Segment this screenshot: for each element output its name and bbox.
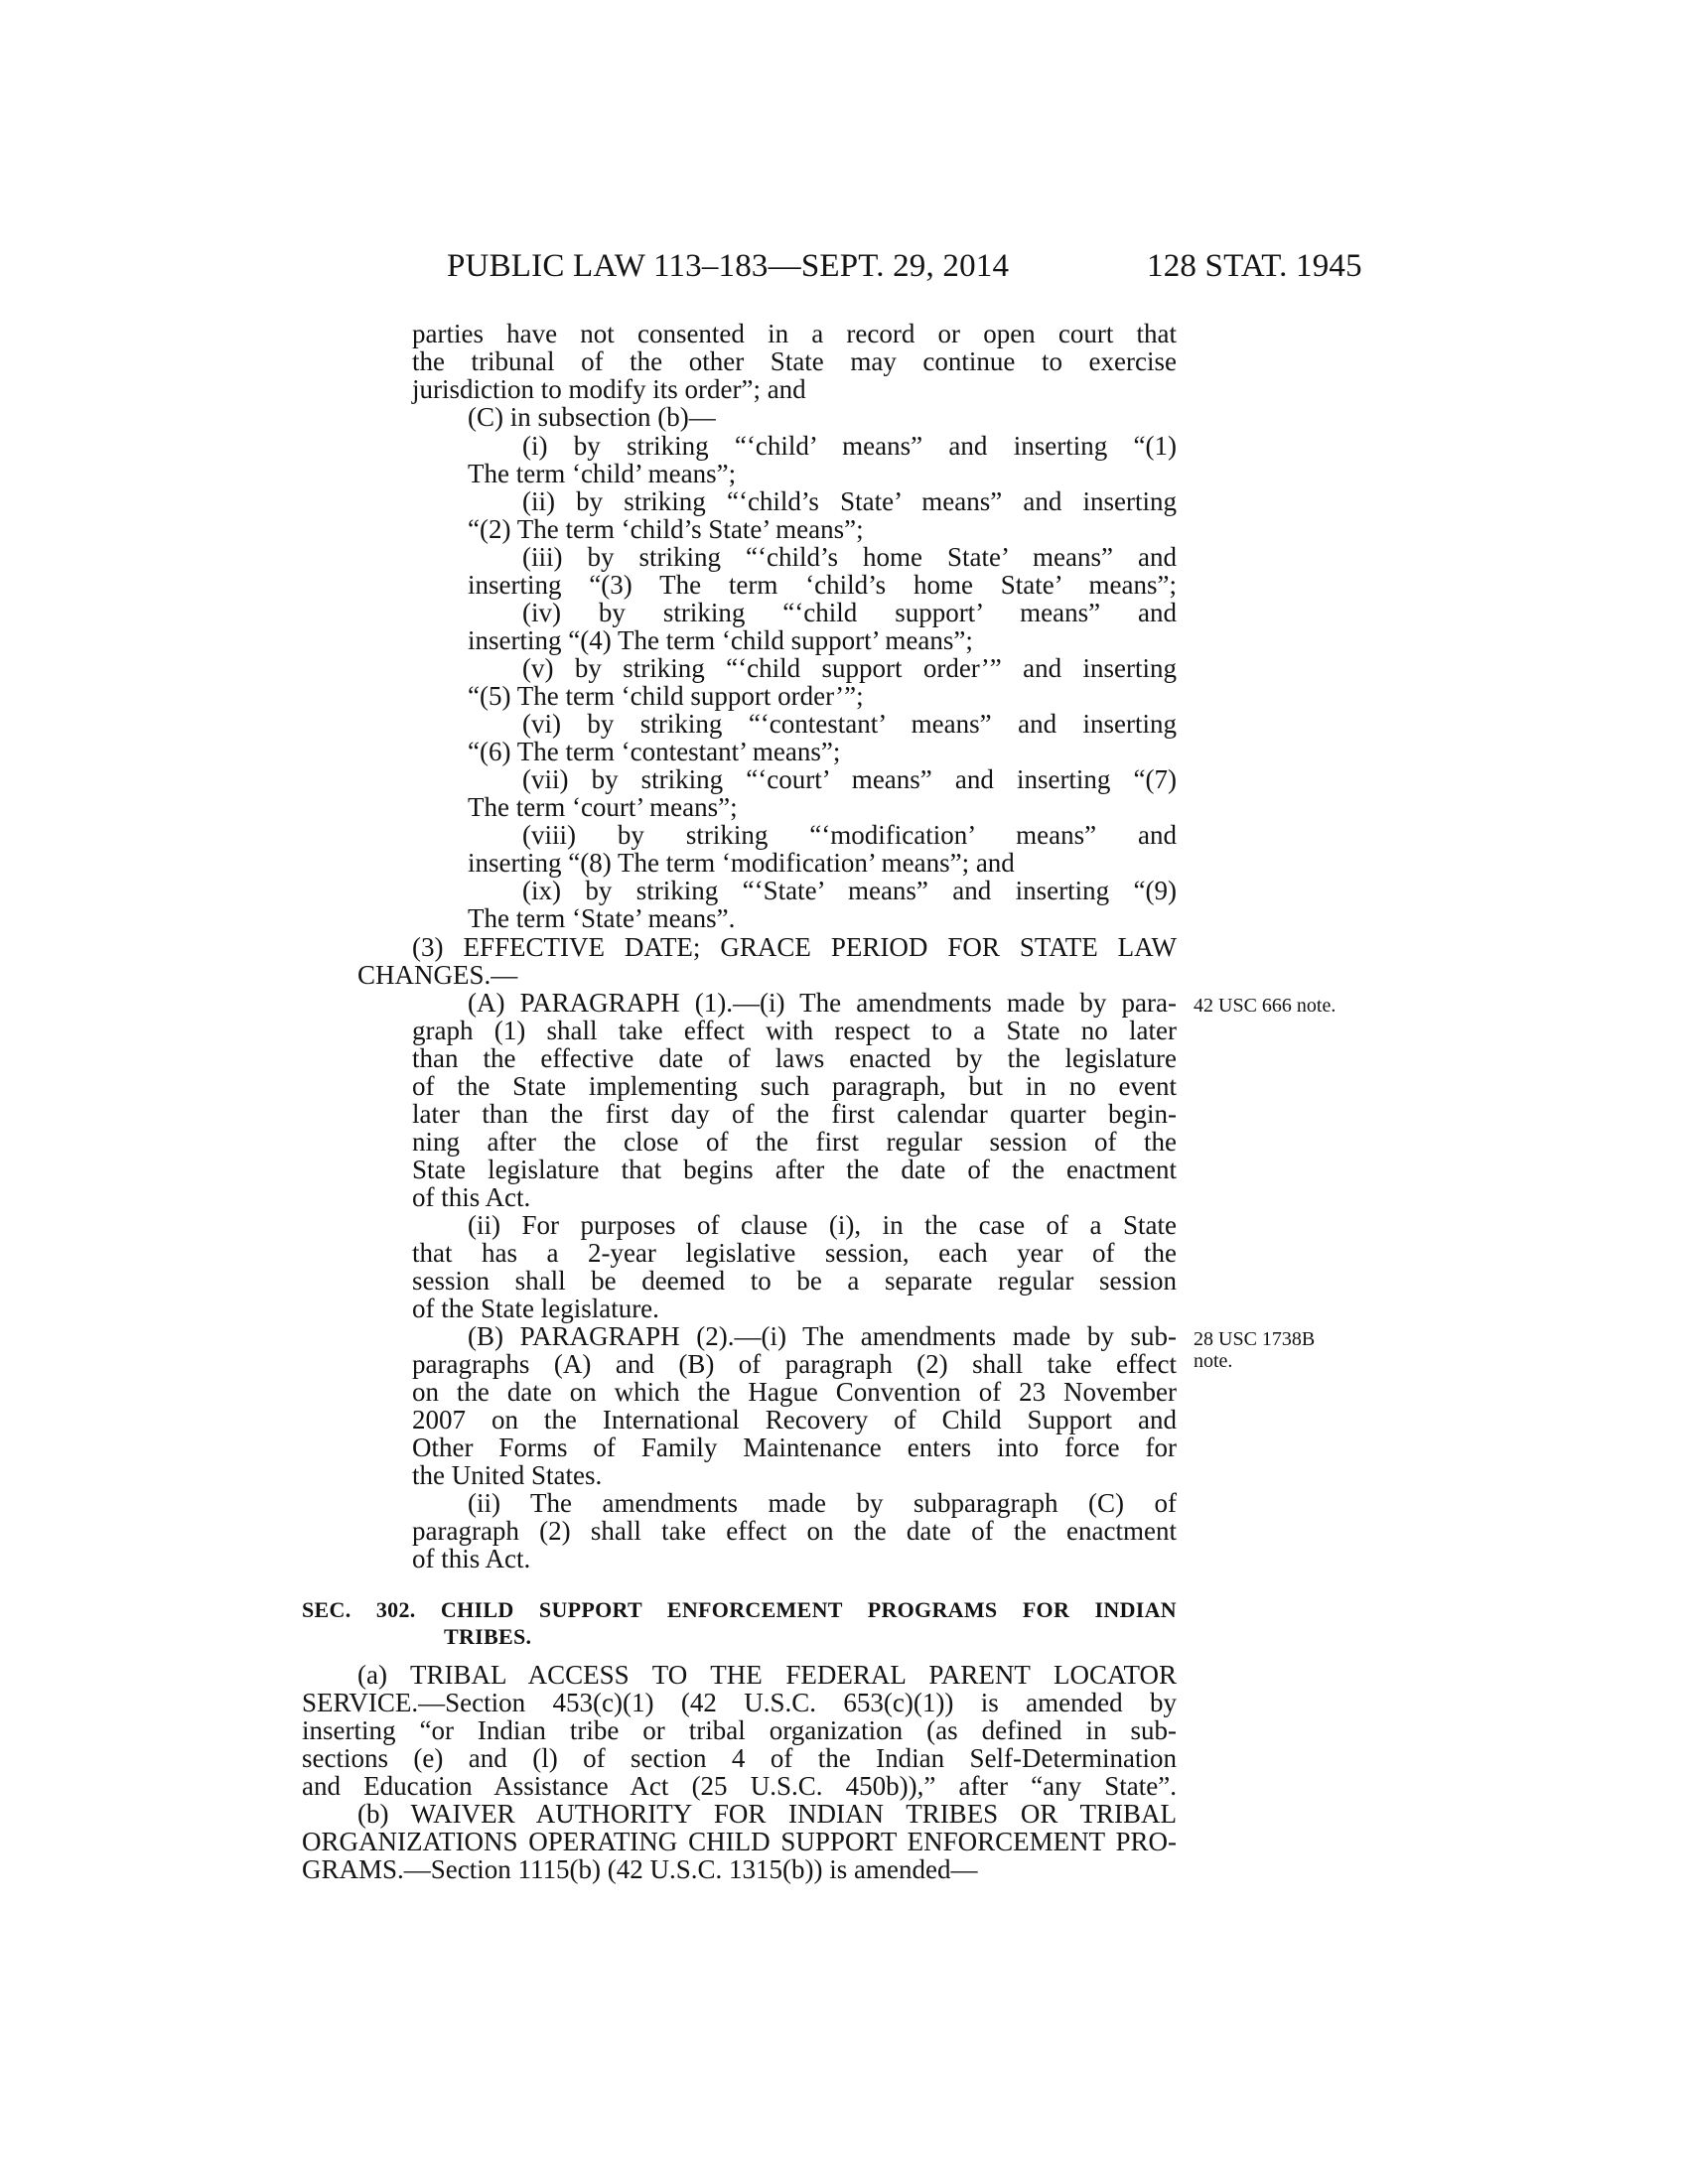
text-line: “(2) The term ‘child’s State’ means”; xyxy=(468,514,864,544)
text-line: (a) TRIBAL ACCESS TO THE FEDERAL PARENT LOCATOR xyxy=(357,1660,1177,1690)
text-line: than the effective date of laws enacted by the legislature xyxy=(412,1043,1177,1073)
text-line: jurisdiction to modify its order”; and xyxy=(412,374,806,404)
margin-note: note. xyxy=(1194,1350,1233,1372)
text-line: “(6) The term ‘contestant’ means”; xyxy=(468,737,841,766)
text-line: CHANGES.— xyxy=(357,960,518,990)
text-line: inserting “or Indian tribe or tribal organization (as defined in sub- xyxy=(302,1715,1177,1745)
text-line: GRAMS.—Section 1115(b) (42 U.S.C. 1315(b)) is amended— xyxy=(302,1854,978,1884)
text-line: sections (e) and (l) of section 4 of the Indian Self-Determination xyxy=(302,1743,1177,1773)
text-line: (vi) by striking “‘contestant’ means” and inserting xyxy=(522,709,1177,739)
text-line: inserting “(4) The term ‘child support’ means”; xyxy=(468,625,973,655)
margin-note: 28 USC 1738B xyxy=(1194,1328,1316,1350)
text-line: paragraph (2) shall take effect on the date of the enactment xyxy=(412,1516,1177,1546)
text-line: (A) PARAGRAPH (1).—(i) The amendments made by para- xyxy=(468,988,1177,1018)
text-line: (B) PARAGRAPH (2).—(i) The amendments made by sub- xyxy=(468,1321,1177,1351)
text-line: that has a 2-year legislative session, each year of the xyxy=(412,1238,1177,1268)
page-number: 128 STAT. 1945 xyxy=(1147,248,1362,284)
text-line: paragraphs (A) and (B) of paragraph (2) shall take effect xyxy=(412,1349,1177,1379)
text-line: SERVICE.—Section 453(c)(1) (42 U.S.C. 653(c)(1)) is amended by xyxy=(302,1688,1177,1717)
text-line: (v) by striking “‘child support order’” and inserting xyxy=(522,653,1177,683)
text-line: of the State implementing such paragraph, but in no event xyxy=(412,1071,1177,1101)
section-heading: SEC. 302. CHILD SUPPORT ENFORCEMENT PROGRAMS FOR INDIAN xyxy=(302,1597,1177,1622)
text-line: (b) WAIVER AUTHORITY FOR INDIAN TRIBES OR TRIBAL xyxy=(357,1799,1177,1829)
text-line: of the State legislature. xyxy=(412,1294,659,1323)
text-line: of this Act. xyxy=(412,1182,531,1212)
text-line: (iii) by striking “‘child’s home State’ means” and xyxy=(522,542,1177,572)
text-line: (ii) The amendments made by subparagraph (C) of xyxy=(468,1488,1177,1518)
text-line: the tribunal of the other State may continue to exercise xyxy=(412,346,1177,376)
text-line: on the date on which the Hague Convention of 23 November xyxy=(412,1377,1177,1407)
text-line: (ix) by striking “‘State’ means” and inserting “(9) xyxy=(522,876,1177,905)
text-line: the United States. xyxy=(412,1460,603,1490)
text-line: (viii) by striking “‘modification’ means” and xyxy=(522,820,1177,850)
text-line: (C) in subsection (b)— xyxy=(468,402,716,432)
text-line: graph (1) shall take effect with respect to a State no later xyxy=(412,1016,1177,1045)
text-line: later than the first day of the first calendar quarter begin- xyxy=(412,1099,1177,1129)
text-line: Other Forms of Family Maintenance enters into force for xyxy=(412,1433,1177,1462)
text-line: “(5) The term ‘child support order’”; xyxy=(468,681,864,711)
text-line: and Education Assistance Act (25 U.S.C. 450b)),” after “any State”. xyxy=(302,1771,1177,1801)
text-line: (i) by striking “‘child’ means” and inserting “(1) xyxy=(522,431,1177,461)
text-line: inserting “(8) The term ‘modification’ means”; and xyxy=(468,848,1015,878)
text-line: (iv) by striking “‘child support’ means” and xyxy=(522,598,1177,627)
text-line: ORGANIZATIONS OPERATING CHILD SUPPORT ENFORCEMENT PRO- xyxy=(302,1827,1177,1856)
text-line: (vii) by striking “‘court’ means” and inserting “(7) xyxy=(522,764,1177,794)
text-line: (3) EFFECTIVE DATE; GRACE PERIOD FOR STATE LAW xyxy=(412,932,1177,962)
text-line: State legislature that begins after the date of the enactment xyxy=(412,1155,1177,1184)
text-line: parties have not consented in a record or open court that xyxy=(412,319,1177,348)
margin-note: 42 USC 666 note. xyxy=(1194,995,1336,1017)
text-line: The term ‘child’ means”; xyxy=(468,459,737,488)
text-line: The term ‘court’ means”; xyxy=(468,792,738,822)
text-line: (ii) For purposes of clause (i), in the case of a State xyxy=(468,1210,1177,1240)
running-head: PUBLIC LAW 113–183—SEPT. 29, 2014 xyxy=(447,248,1010,284)
text-line: ning after the close of the first regular session of the xyxy=(412,1127,1177,1157)
text-line: session shall be deemed to be a separate regular session xyxy=(412,1266,1177,1296)
section-heading-cont: TRIBES. xyxy=(444,1624,532,1649)
text-line: The term ‘State’ means”. xyxy=(468,903,736,933)
text-line: 2007 on the International Recovery of Child Support and xyxy=(412,1405,1177,1434)
text-line: (ii) by striking “‘child’s State’ means” and inserting xyxy=(522,486,1177,516)
text-line: inserting “(3) The term ‘child’s home State’ means”; xyxy=(468,570,1177,600)
text-line: of this Act. xyxy=(412,1544,531,1573)
